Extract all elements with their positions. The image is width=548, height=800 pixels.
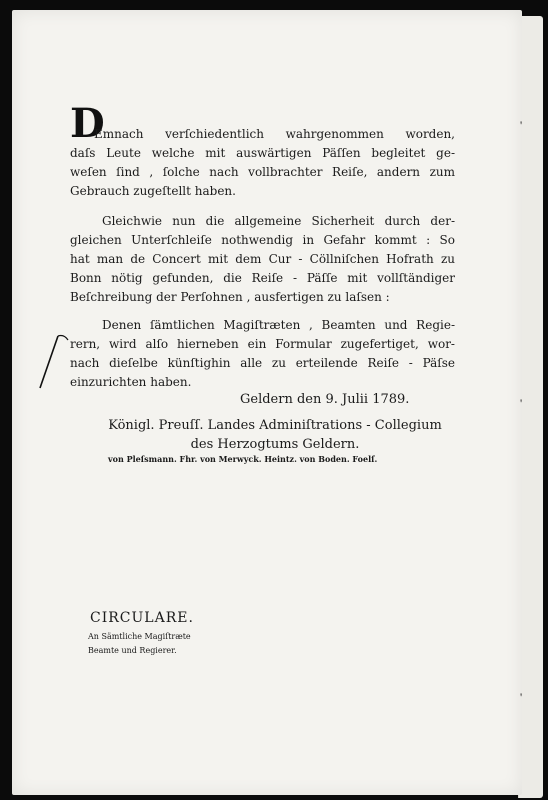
paragraph-1-line: Gebrauch zugeſtellt haben. [70,184,236,198]
paragraph-2-line: Beſchreibung der Perſohnen , ausfertigen zu laſsen : [70,290,390,304]
signatories: von Pleſsmann. Fhr. von Merwyck. Heintz. von Boden. Foelſ. [108,454,378,464]
date-line: Geldern den 9. Julii 1789. [240,392,410,407]
paragraph-2-line: hat man de Concert mit dem Cur - Cöllniſchen Hofrath zu [70,252,455,266]
circulare-addressee-line: An Sämtliche Magiſtræte [88,632,191,641]
paragraph-3-line: rern, wird alſo hierneben ein Formular zugefertiget, wor- [70,337,455,351]
paragraph-2-line: Gleichwie nun die allgemeine Sicherheit durch der- [102,214,455,228]
paragraph-3-line: einzurichten haben. [70,375,192,389]
circulare-title: CIRCULARE. [90,610,194,626]
paragraph-3 [70,316,455,392]
paragraph-1-line: Emnach verſchiedentlich wahrgenommen worden, [94,127,455,141]
issuing-authority [100,416,450,454]
margin-tick: ' [520,396,523,410]
margin-tick: ' [520,690,523,704]
authority-line: des Herzogtums Geldern. [190,437,360,452]
paragraph-1 [70,125,455,201]
margin-tick: ' [520,118,523,132]
paragraph-1-line: daſs Leute welche mit auswärtigen Päſſen begleitet ge- [70,146,455,160]
paragraph-1-line: weſen ſind , ſolche nach vollbrachter Reiſe, andern zum [70,165,455,179]
drop-cap: D [70,100,105,147]
circulare-addressee-line: Beamte und Regierer. [88,646,177,655]
paragraph-3-line: nach dieſelbe künſtighin alle zu erteilende Reiſe - Päſse [70,356,455,370]
paragraph-2-line: Bonn nötig gefunden, die Reiſe - Päſſe mit vollſtändiger [70,271,455,285]
paragraph-2-line: gleichen Unterſchleiſe nothwendig in Gefahr kommt : So [70,233,455,247]
authority-line: Königl. Preuſſ. Landes Adminiſtrations - Collegium [108,418,442,433]
paragraph-2 [70,212,455,307]
margin-pen-mark-icon [34,326,74,396]
paragraph-3-line: Denen ſämtlichen Magiſtræten , Beamten und Regie- [102,318,455,332]
